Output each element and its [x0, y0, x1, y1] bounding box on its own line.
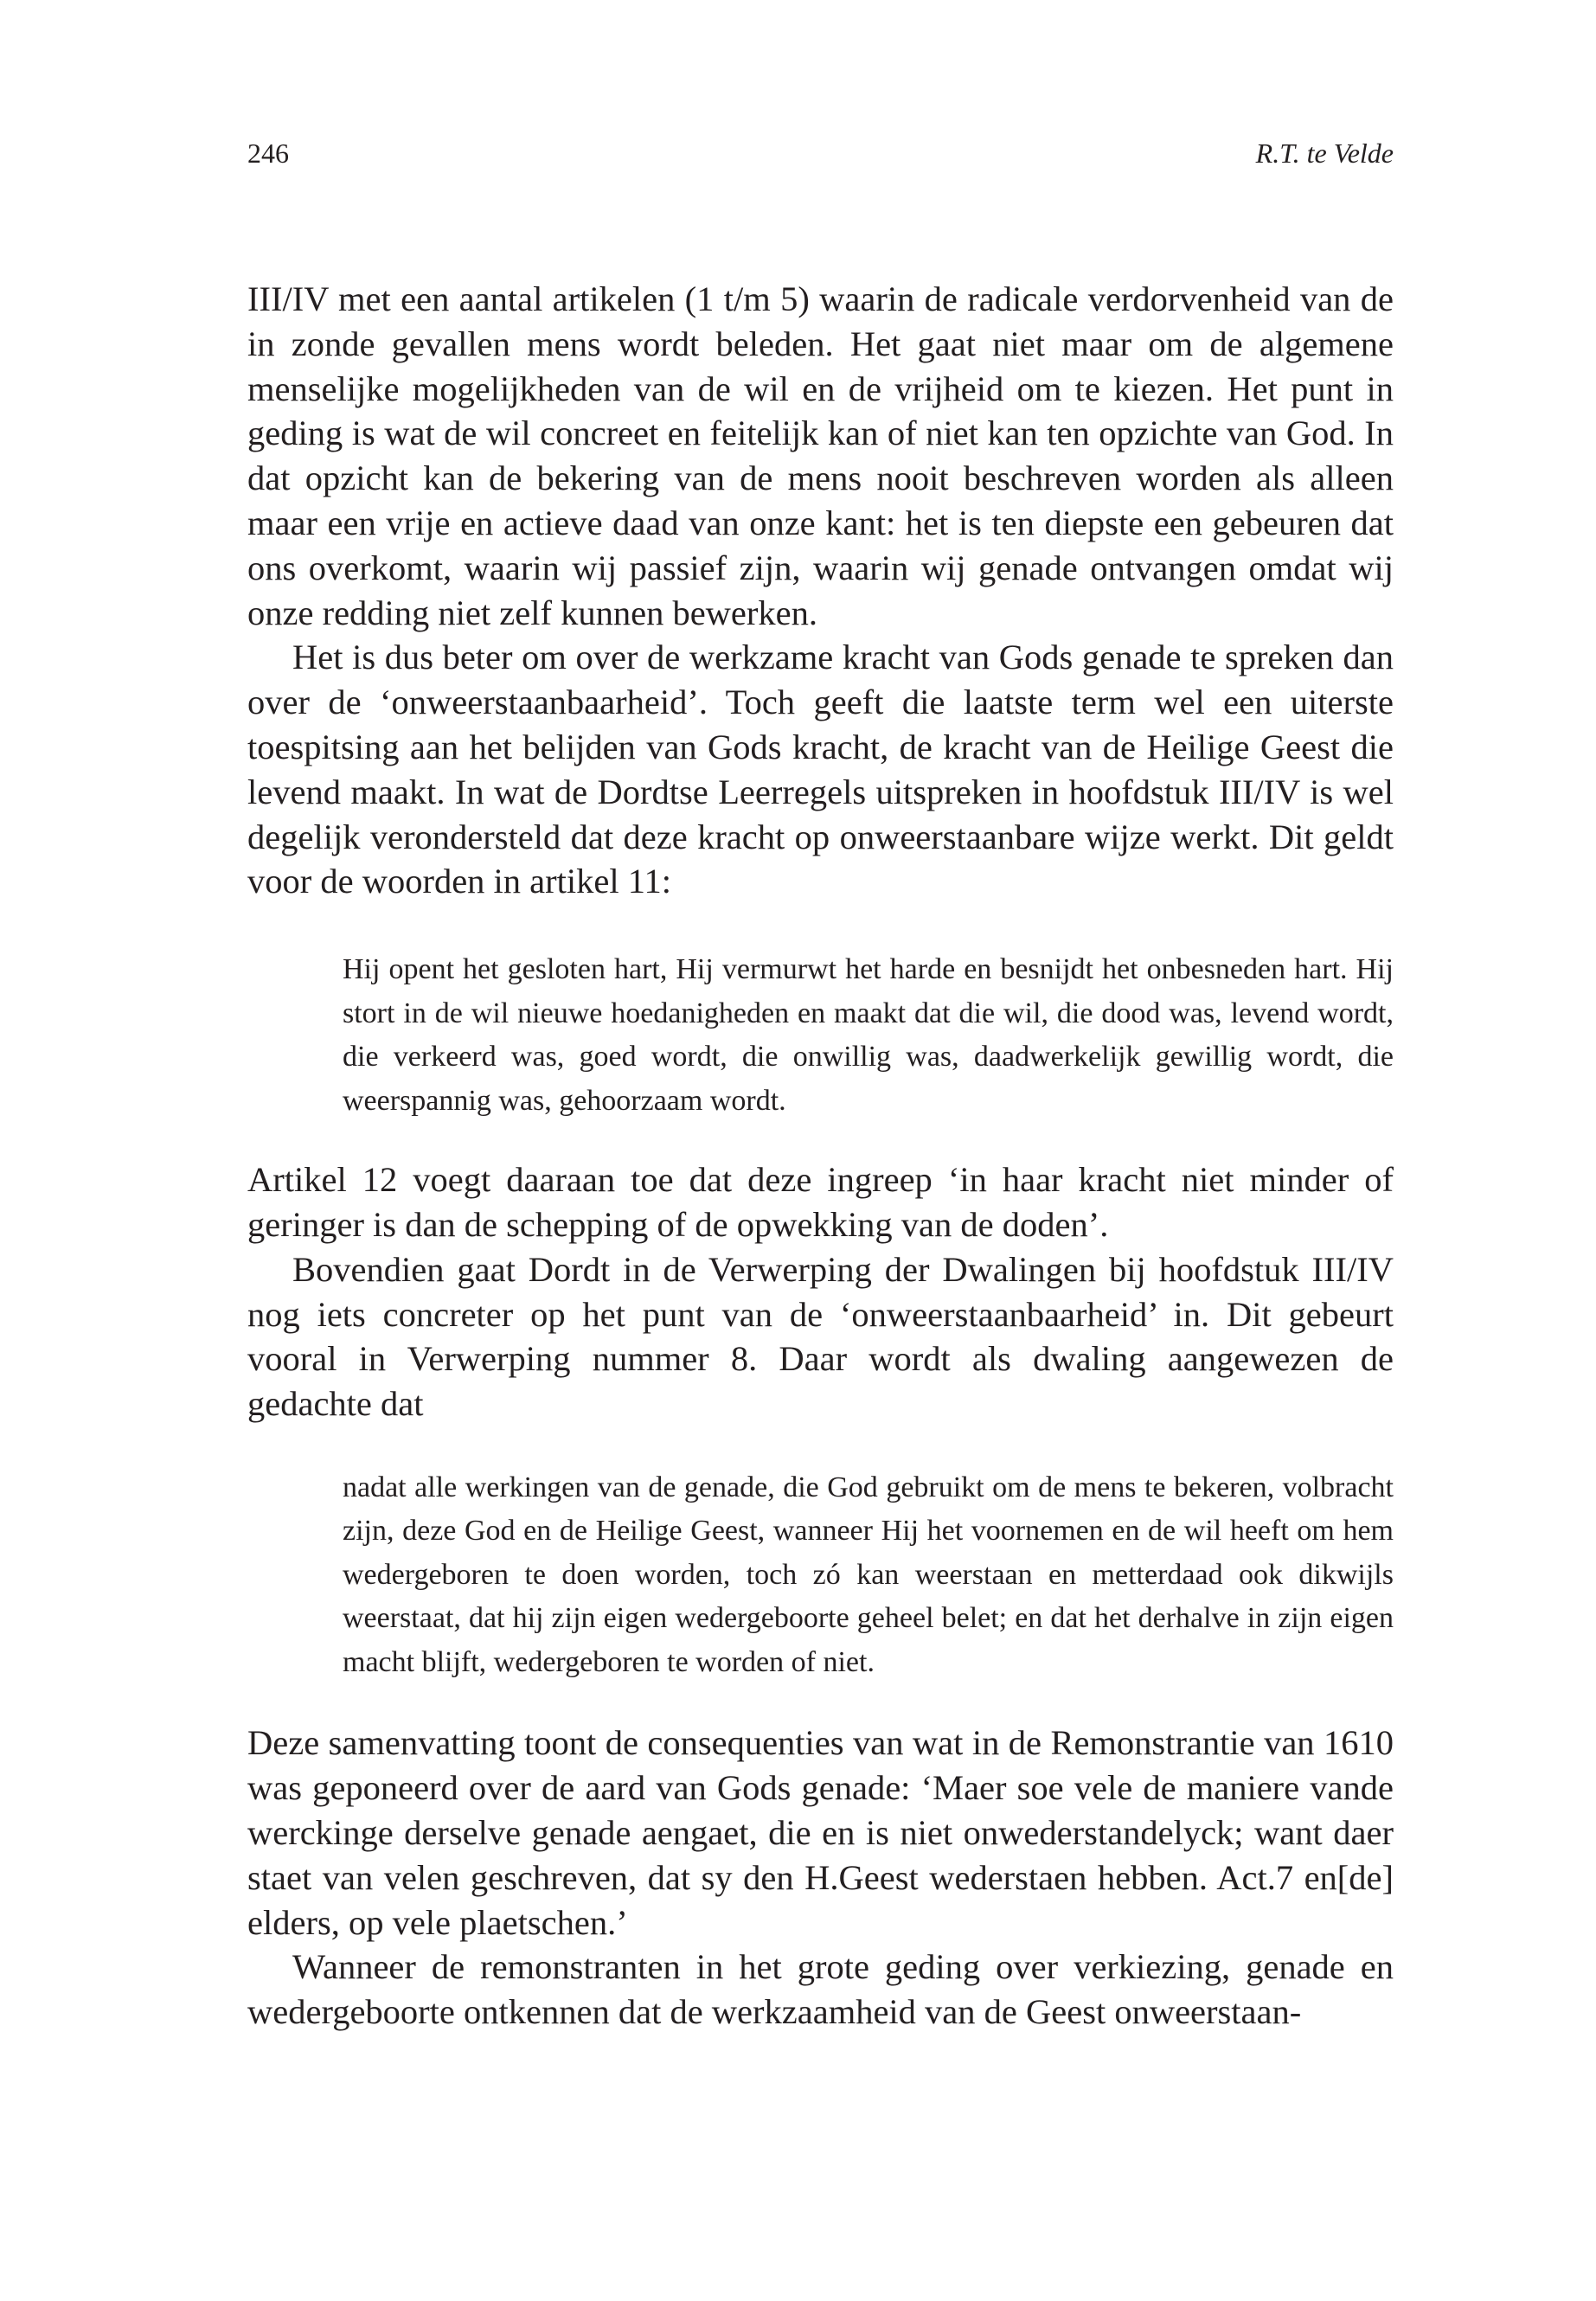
paragraph-2: Het is dus beter om over de werkzame kracht van Gods genade te spreken dan over de ‘onweerstaanbaarheid’. Toch geeft die laatste term wel een uiterste toespitsing aan het belijden van Gods kracht, de kracht van de Heilige Geest die levend maakt. In wat de Dordtse Leerregels uitspreken in hoofdstuk III/IV is wel degelijk verondersteld dat deze kracht op onweerstaanbare wijze werkt. Dit geldt voor de woorden in artikel 11:	[247, 638, 1394, 901]
page-number: 246	[247, 138, 289, 169]
body-text	[247, 277, 1394, 2035]
paragraph-3: Artikel 12 voegt daaraan toe dat deze ingreep ‘in haar kracht niet minder of geringer is dan de schepping of de opwekking van de doden’.	[247, 1160, 1394, 1244]
paragraph-4: Bovendien gaat Dordt in de Verwerping der Dwalingen bij hoofdstuk III/​IV nog iets concreter op het punt van de ‘onweerstaanbaarheid’ in. Dit gebeurt vooral in Verwerping nummer 8. Daar wordt als dwaling aangewezen de gedachte dat	[247, 1249, 1394, 1424]
block-quote-article-11: Hij opent het gesloten hart, Hij vermurwt het harde en besnijdt het onbesneden hart. Hij stort in de wil nieuwe hoedanigheden en maakt dat die wil, die dood was, levend wordt, die verkeerd was, goed wordt, die onwillig was, daadwerkelijk gewillig wordt, die weerspannig was, gehoorzaam wordt.	[343, 953, 1394, 1117]
paragraph-6: Wanneer de remonstranten in het grote geding over verkiezing, genade en wedergeboorte ontkennen dat de werkzaamheid van de Geest onweerstaan-	[247, 1947, 1394, 2032]
running-head-author: R.T. te Velde	[1255, 138, 1394, 169]
paragraph-5: Deze samenvatting toont de consequenties van wat in de Remonstrantie van 1610 was geponeerd over de aard van Gods genade: ‘Maer soe vele de maniere vande werckinge derselve genade aengaet, die en is niet onwederstandelyck; want daer staet van velen geschreven, dat sy den H.Geest wederstaen hebben. Act.7 en[de] elders, op vele plaetschen.’	[247, 1723, 1394, 1942]
paragraph-1: III/IV met een aantal artikelen (1 t/m 5) waarin de radicale verdorvenheid van de in zonde gevallen mens wordt beleden. Het gaat niet maar om de algemene menselijke mogelijkheden van de wil en de vrijheid om te kiezen. Het punt in geding is wat de wil concreet en feitelijk kan of niet kan ten opzichte van God. In dat opzicht kan de bekering van de mens nooit beschreven worden als alleen maar een vrije en actieve daad van onze kant: het is ten diepste een gebeuren dat ons overkomt, waarin wij passief zijn, waarin wij genade ontvangen omdat wij onze redding niet zelf kunnen bewerken.	[247, 279, 1394, 632]
block-quote-rejection-8: nadat alle werkingen van de genade, die God gebruikt om de mens te bekeren, volbracht zijn, deze God en de Heilige Geest, wanneer Hij het voornemen en de wil heeft om hem wedergeboren te doen worden, toch zó kan weerstaan en metterdaad ook dikwijls weerstaat, dat hij zijn eigen wedergeboorte geheel belet; en dat het derhalve in zijn eigen macht blijft, wedergeboren te worden of niet.	[343, 1471, 1394, 1678]
